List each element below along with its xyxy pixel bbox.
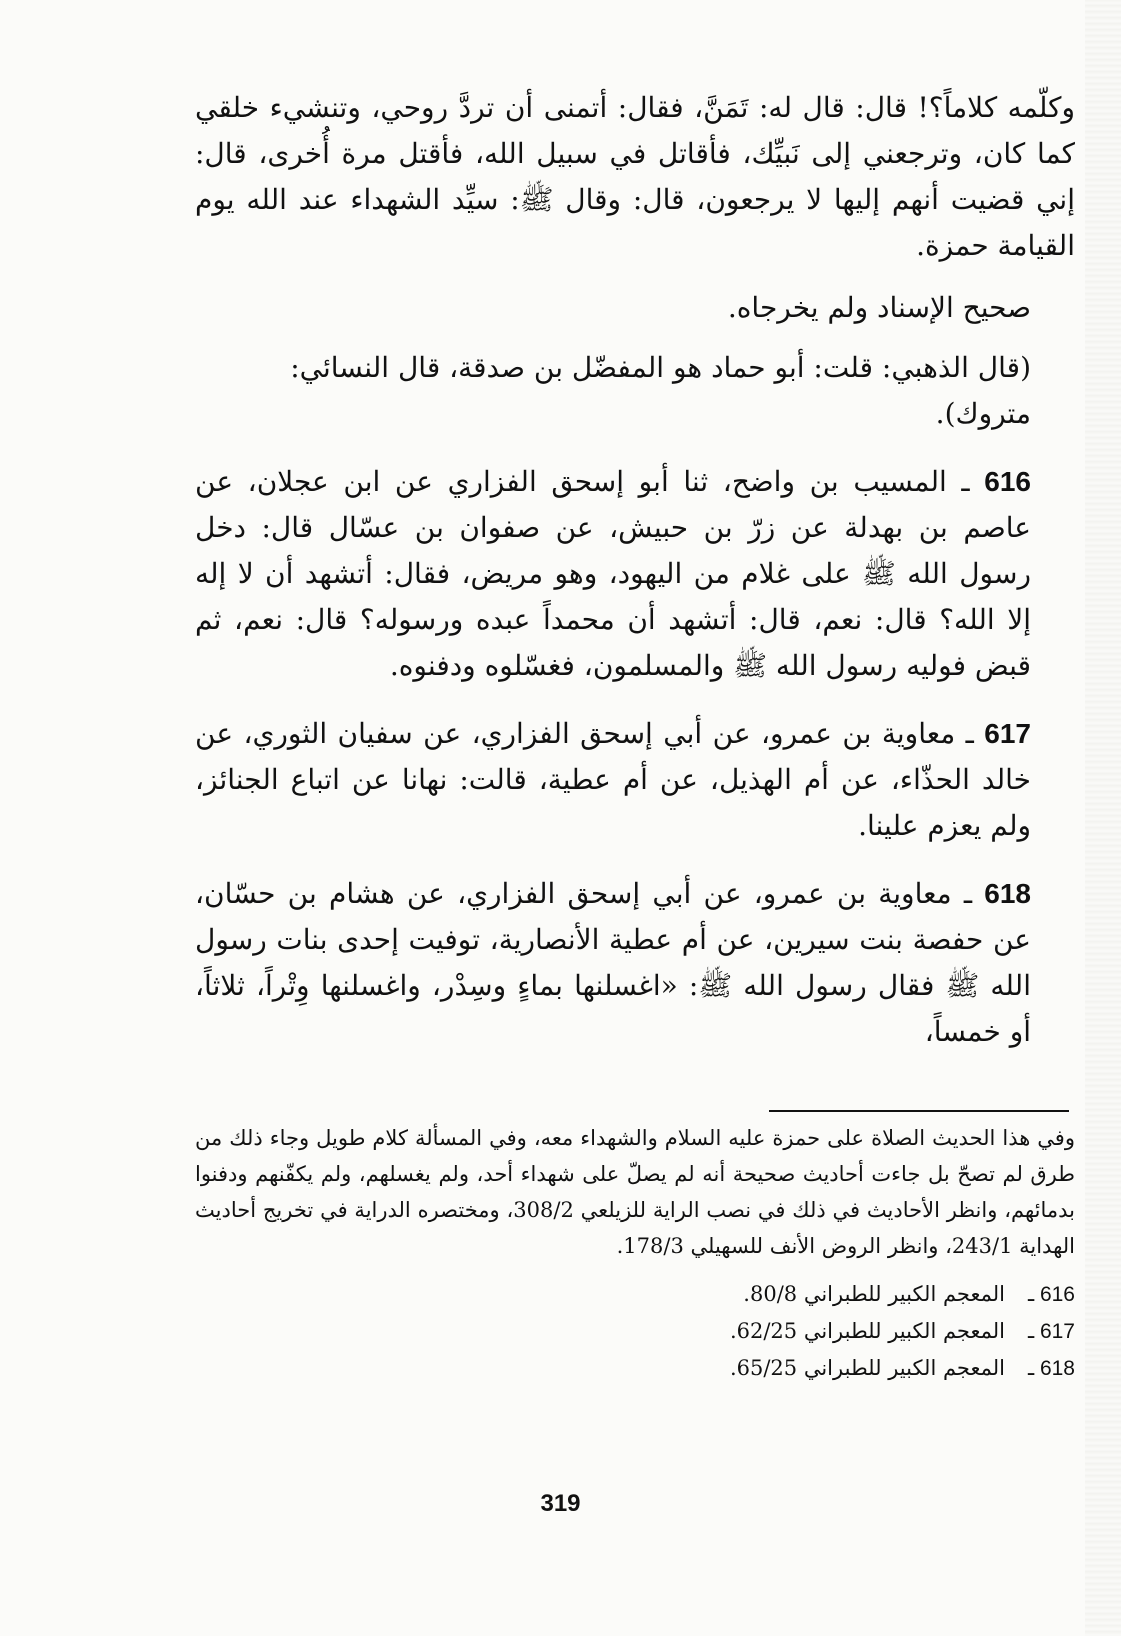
reference-row <box>195 1313 1075 1350</box>
hadith-number: 618 <box>984 878 1031 909</box>
reference-number: 618 ـ <box>1027 1357 1075 1380</box>
main-text <box>195 85 1075 1055</box>
hadith-618 <box>195 871 1075 1055</box>
reference-text: المعجم الكبير للطبراني 62/25. <box>729 1319 1005 1343</box>
paragraph-dhahabi-note: (قال الذهبي: قلت: أبو حماد هو المفضّل بن صدقة، قال النسائي: متروك). <box>290 351 1031 430</box>
reference-number: 616 ـ <box>1027 1283 1075 1306</box>
reference-row <box>195 1350 1075 1387</box>
footnotes <box>195 1120 1075 1387</box>
paragraph-continued: وكلّمه كلاماً؟! قال: قال له: تَمَنَّ، فقال: أتمنى أن تردَّ روحي، وتنشيء خلقي كما كان، وترجعني إلى نَبيِّك، فأقاتل في سبيل الله، فأقتل مرة أُخرى، قال: إني قضيت أنهم إليها لا يرجعون، قال: وقال ﷺ: سيِّد الشهداء عند الله يوم القيامة حمزة. <box>195 91 1075 262</box>
reference-row <box>195 1276 1075 1313</box>
footnote-separator <box>769 1110 1069 1112</box>
reference-text: المعجم الكبير للطبراني 65/25. <box>729 1356 1005 1380</box>
hadith-text: ـ المسيب بن واضح، ثنا أبو إسحق الفزاري عن ابن عجلان، عن عاصم بن بهدلة عن زرّ بن حبيش، عن صفوان بن عسّال قال: دخل رسول الله ﷺ على غلام من اليهود، وهو مريض، فقال: أتشهد أن لا إله إلا الله؟ قال: نعم، قال: أتشهد أن محمداً عبده ورسوله؟ قال: نعم، ثم قبض فوليه رسول الله ﷺ والمسلمون، فغسّلوه ودفنوه. <box>195 465 1031 682</box>
page-number: 319 <box>540 1490 581 1517</box>
hadith-number: 616 <box>984 466 1031 497</box>
hadith-number: 617 <box>984 718 1031 749</box>
footnote-text: وفي هذا الحديث الصلاة على حمزة عليه السلام والشهداء معه، وفي المسألة كلام طويل وجاء ذلك من طرق لم تصحّ بل جاءت أحاديث صحيحة أنه لم يصلّ على شهداء أحد، ولم يغسلهم، ولم يكفّنهم ودفنوا بدمائهم، وانظر الأحاديث في ذلك في نصب الراية للزيلعي 308/2، ومختصره الدراية في تخريج أحاديث الهداية 243/1، وانظر الروض الأنف للسهيلي 178/3. <box>195 1126 1075 1258</box>
reference-text: المعجم الكبير للطبراني 80/8. <box>743 1282 1005 1306</box>
paragraph-grading: صحيح الإسناد ولم يخرجاه. <box>727 291 1031 324</box>
reference-number: 617 ـ <box>1027 1320 1075 1343</box>
scan-edge <box>1085 0 1121 1636</box>
hadith-text: ـ معاوية بن عمرو، عن أبي إسحق الفزاري، عن هشام بن حسّان، عن حفصة بنت سيرين، عن أم عطية الأنصارية، توفيت إحدى بنات رسول الله ﷺ فقال رسول الله ﷺ: «اغسلنها بماءٍ وسِدْر، واغسلنها وِتْراً، ثلاثاً، أو خمساً، <box>195 877 1031 1048</box>
hadith-617 <box>195 711 1075 849</box>
hadith-616 <box>195 459 1075 689</box>
hadith-text: ـ معاوية بن عمرو، عن أبي إسحق الفزاري، عن سفيان الثوري، عن خالد الحذّاء، عن أم الهذيل، عن أم عطية، قالت: نهانا عن اتباع الجنائز، ولم يعزم علينا. <box>195 717 1031 842</box>
